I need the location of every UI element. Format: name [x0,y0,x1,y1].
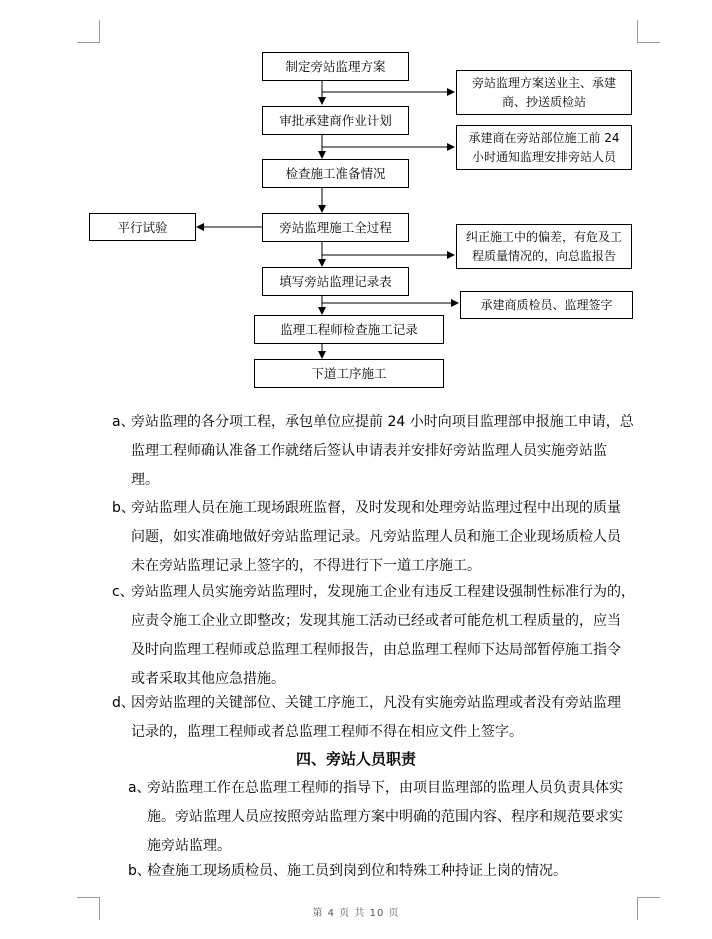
paragraph-a: a、 旁站监理的各分项工程，承包单位应提前 24 小时向项目监理部申报施工申请，总 监理工程师确认准备工作就绪后签认申请表并安排好旁站监理人员实施旁站监 理。 [112,414,634,488]
flow-step-6: 监理工程师检查施工记录 [254,315,444,344]
paragraph-d: d、 因旁站监理的关键部位、关键工序施工，凡没有实施旁站监理或者没有旁站监理 记录的，监理工程师或者总监理工程师不得在相应文件上签字。 [112,695,621,740]
flow-step-1: 制定旁站监理方案 [262,52,409,81]
flow-side-left: 平行试验 [89,213,196,241]
section-item-a: a、 旁站监理工作在总监理工程师的指导下，由项目监理部的监理人员负责具体实 施。旁站监理人员应按照旁站监理方案中明确的范围内容、程序和规范要求实 施旁站监理。 [128,780,623,854]
flow-step-4: 旁站监理施工全过程 [262,213,409,242]
flow-step-5: 填写旁站监理记录表 [262,267,409,296]
flow-step-2: 审批承建商作业计划 [262,106,409,135]
flow-side-note-4: 承建商质检员、监理签字 [460,291,633,319]
flow-step-3: 检查施工准备情况 [262,159,409,188]
paragraph-c: c、 旁站监理人员实施旁站监理时，发现施工企业有违反工程建设强制性标准行为的， 应责令施工企业立即整改；发现其施工活动已经或者可能危机工程质量的，应当 及时向监理工程师或总监理工程师报告，由总监理工程师下达局部暂停施工指令 或者采取其他应急措施。 [112,584,635,687]
paragraph-b: b、 旁站监理人员在施工现场跟班监督，及时发现和处理旁站监理过程中出现的质量 问题，如实准确地做好旁站监理记录。凡旁站监理人员和施工企业现场质检人员 未在旁站监理记录上签字的，不得进行下一道工序施工。 [112,500,621,574]
flow-side-note-1: 旁站监理方案送业主、承建 商、抄送质检站 [456,70,632,115]
flow-step-7: 下道工序施工 [254,359,444,388]
section-item-b: b、 检查施工现场质检员、施工员到岗到位和特殊工种持证上岗的情况。 [128,863,567,879]
flow-side-note-2: 承建商在旁站部位施工前 24 小时通知监理安排旁站人员 [456,125,632,170]
page-number: 第 4 页 共 10 页 [312,908,400,919]
flow-side-note-3: 纠正施工中的偏差，有危及工 程质量情况的，向总监报告 [456,224,632,269]
section-heading: 四、旁站人员职责 [295,750,416,768]
